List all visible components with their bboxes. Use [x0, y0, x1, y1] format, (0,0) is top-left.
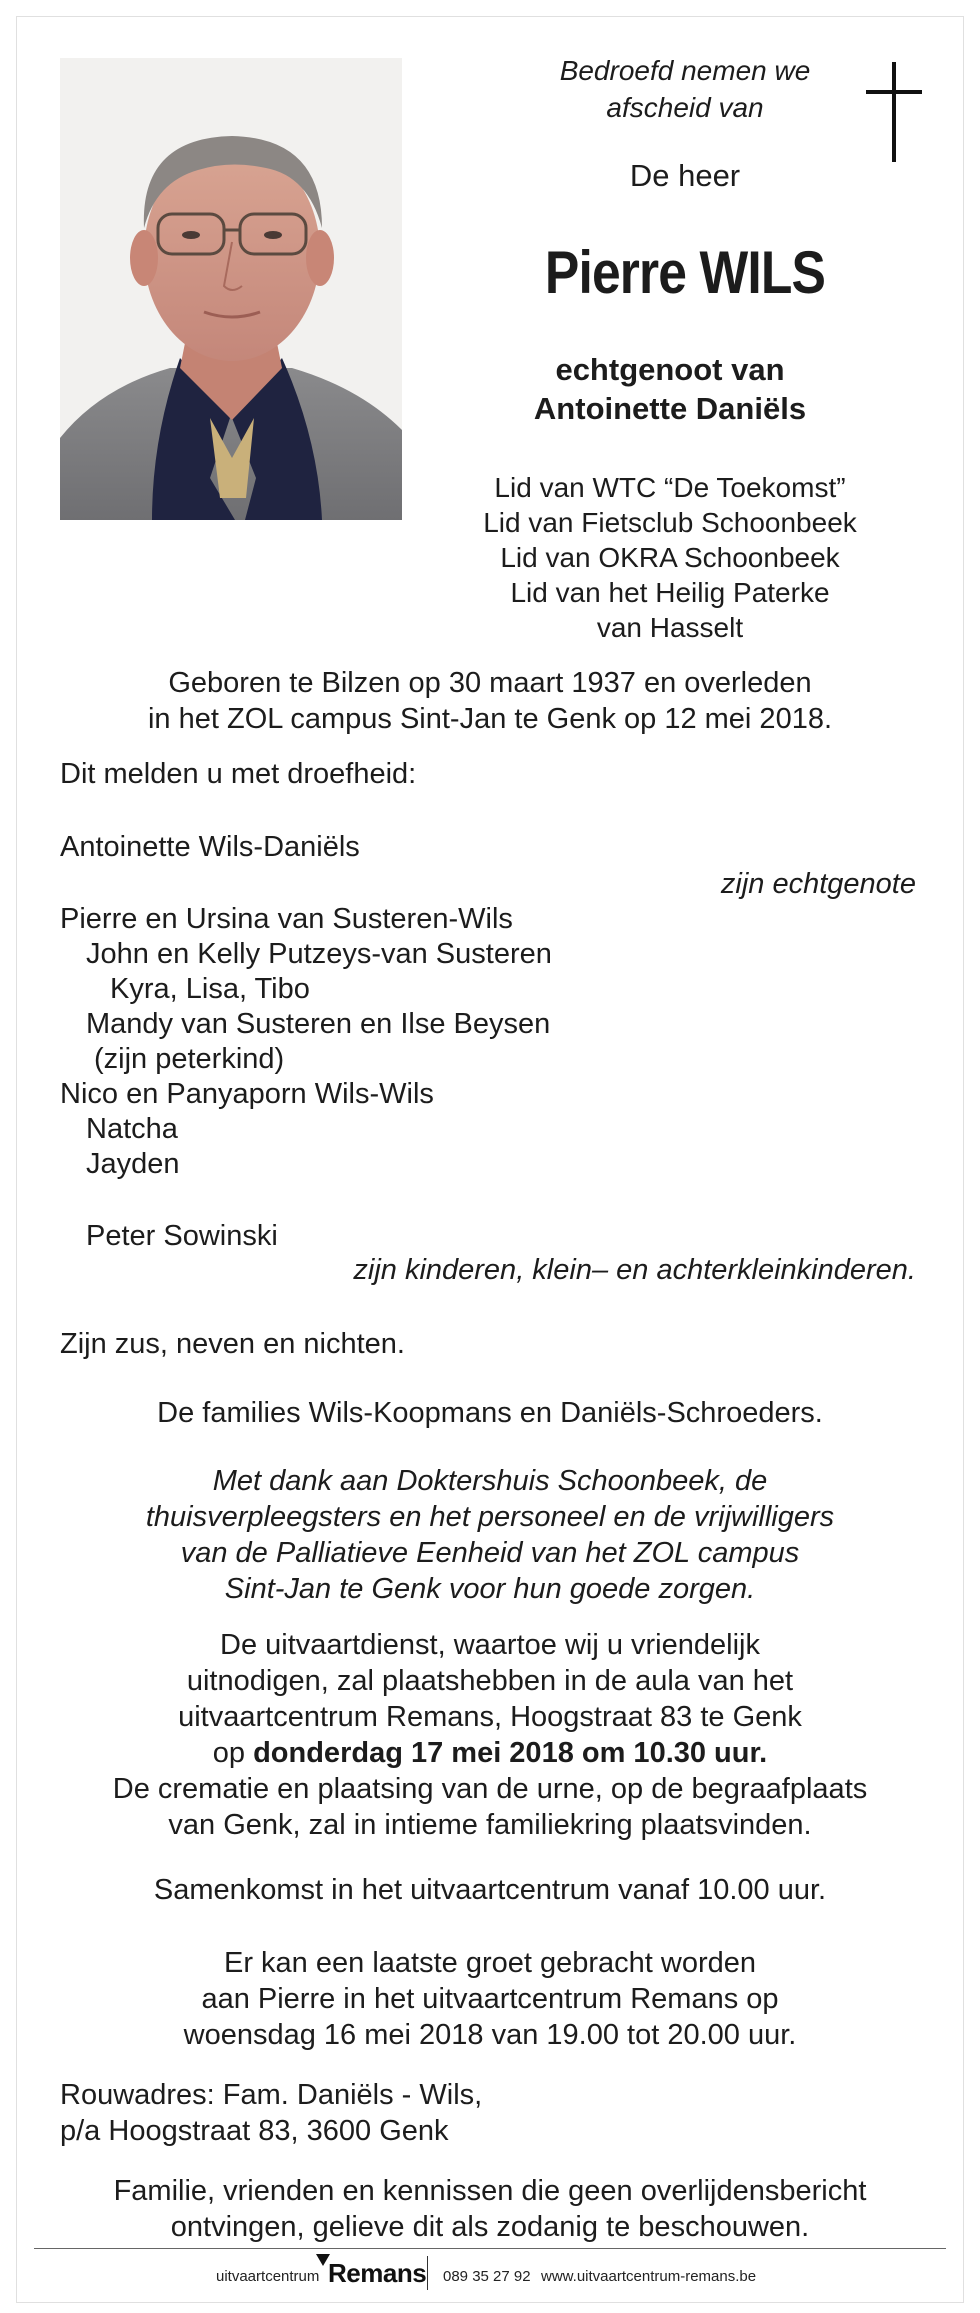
intro-line: afscheid van — [606, 92, 764, 123]
service-line: De crematie en plaatsing van de urne, op de begraafplaats — [112, 1773, 868, 1805]
thanks-line: van de Palliatieve Eenheid van het ZOL campus — [180, 1537, 800, 1569]
spouse-entry-role: zijn echtgenote — [720, 868, 916, 900]
membership-line: Lid van Fietsclub Schoonbeek — [483, 507, 857, 538]
deceased-name: Pierre WILS — [544, 239, 826, 306]
siblings-text: Zijn zus, neven en nichten. — [60, 1328, 405, 1360]
family-line: Kyra, Lisa, Tibo — [110, 973, 310, 1005]
family-line: Mandy van Susteren en Ilse Beysen — [86, 1008, 551, 1040]
spouse-entry-name: Antoinette Wils-Daniëls — [60, 831, 360, 863]
notice-text — [60, 2173, 920, 2245]
service-info — [60, 1627, 920, 1843]
spouse-line: echtgenoot van — [555, 352, 785, 387]
greeting-info — [60, 1945, 920, 2053]
family-line: Natcha — [86, 1113, 178, 1145]
family-line: (zijn peterkind) — [94, 1043, 285, 1075]
intro-text — [490, 52, 880, 126]
spouse-info — [470, 350, 870, 428]
service-date: donderdag 17 mei 2018 om 10.30 uur. — [253, 1737, 768, 1769]
birth-line: in het ZOL campus Sint-Jan te Genk op 12 mei 2018. — [147, 703, 833, 735]
thanks-line: Met dank aan Doktershuis Schoonbeek, de — [212, 1465, 768, 1497]
greeting-line: aan Pierre in het uitvaartcentrum Remans op — [201, 1983, 779, 2015]
announce-text: Dit melden u met droefheid: — [60, 758, 417, 790]
footer-brand-name: Remans — [328, 2258, 427, 2288]
children-role: zijn kinderen, klein– en achterkleinkinderen. — [353, 1254, 916, 1286]
service-line: De uitvaartdienst, waartoe wij u vriendelijk — [220, 1629, 760, 1661]
portrait-photo — [60, 58, 402, 520]
thanks-line: Sint-Jan te Genk voor hun goede zorgen. — [224, 1573, 756, 1605]
greeting-line: Er kan een laatste groet gebracht worden — [224, 1947, 756, 1979]
footer-phone: 089 35 27 92 — [443, 2268, 531, 2285]
birth-line: Geboren te Bilzen op 30 maart 1937 en overleden — [168, 667, 812, 699]
membership-line: Lid van OKRA Schoonbeek — [500, 542, 840, 573]
service-line: van Genk, zal in intieme familiekring plaatsvinden. — [168, 1809, 812, 1841]
family-line: Nico en Panyaporn Wils-Wils — [60, 1078, 434, 1110]
notice-line: Familie, vrienden en kennissen die geen overlijdensbericht — [113, 2175, 867, 2207]
thanks-text — [60, 1463, 920, 1607]
membership-line: van Hasselt — [596, 612, 744, 643]
families-text: De families Wils-Koopmans en Daniëls-Schroeders. — [157, 1397, 823, 1429]
address-line: Rouwadres: Fam. Daniëls - Wils, — [60, 2079, 483, 2111]
intro-line: Bedroefd nemen we — [559, 55, 811, 86]
family-list — [60, 902, 552, 1182]
service-date-line — [60, 1735, 920, 1771]
service-date-prefix: op — [212, 1737, 246, 1769]
memberships — [440, 470, 900, 645]
family-line: Pierre en Ursina van Susteren-Wils — [60, 903, 513, 935]
service-line: uitvaartcentrum Remans, Hoogstraat 83 te Genk — [178, 1701, 802, 1733]
mourning-address — [60, 2077, 660, 2149]
footer-separator — [427, 2256, 428, 2290]
birth-death-info — [60, 665, 920, 737]
footer — [0, 2254, 980, 2304]
membership-line: Lid van het Heilig Paterke — [510, 577, 830, 608]
service-line: uitnodigen, zal plaatshebben in de aula van het — [186, 1665, 794, 1697]
family-line: John en Kelly Putzeys-van Susteren — [86, 938, 552, 970]
footer-divider — [34, 2248, 946, 2249]
thanks-line: thuisverpleegsters en het personeel en de vrijwilligers — [145, 1501, 835, 1533]
honorific: De heer — [629, 158, 741, 193]
address-line: p/a Hoogstraat 83, 3600 Genk — [60, 2115, 449, 2147]
footer-website-link[interactable]: www.uitvaartcentrum-remans.be — [541, 2268, 757, 2285]
spouse-line: Antoinette Daniëls — [533, 391, 807, 426]
family-line: Jayden — [86, 1148, 180, 1180]
notice-line: ontvingen, gelieve dit als zodanig te beschouwen. — [170, 2211, 810, 2243]
footer-brand-prefix: uitvaartcentrum — [216, 2268, 320, 2285]
extra-person: Peter Sowinski — [86, 1220, 278, 1252]
gathering-text: Samenkomst in het uitvaartcentrum vanaf 10.00 uur. — [153, 1874, 827, 1906]
membership-line: Lid van WTC “De Toekomst” — [494, 472, 846, 503]
greeting-line: woensdag 16 mei 2018 van 19.00 tot 20.00 uur. — [183, 2019, 797, 2051]
